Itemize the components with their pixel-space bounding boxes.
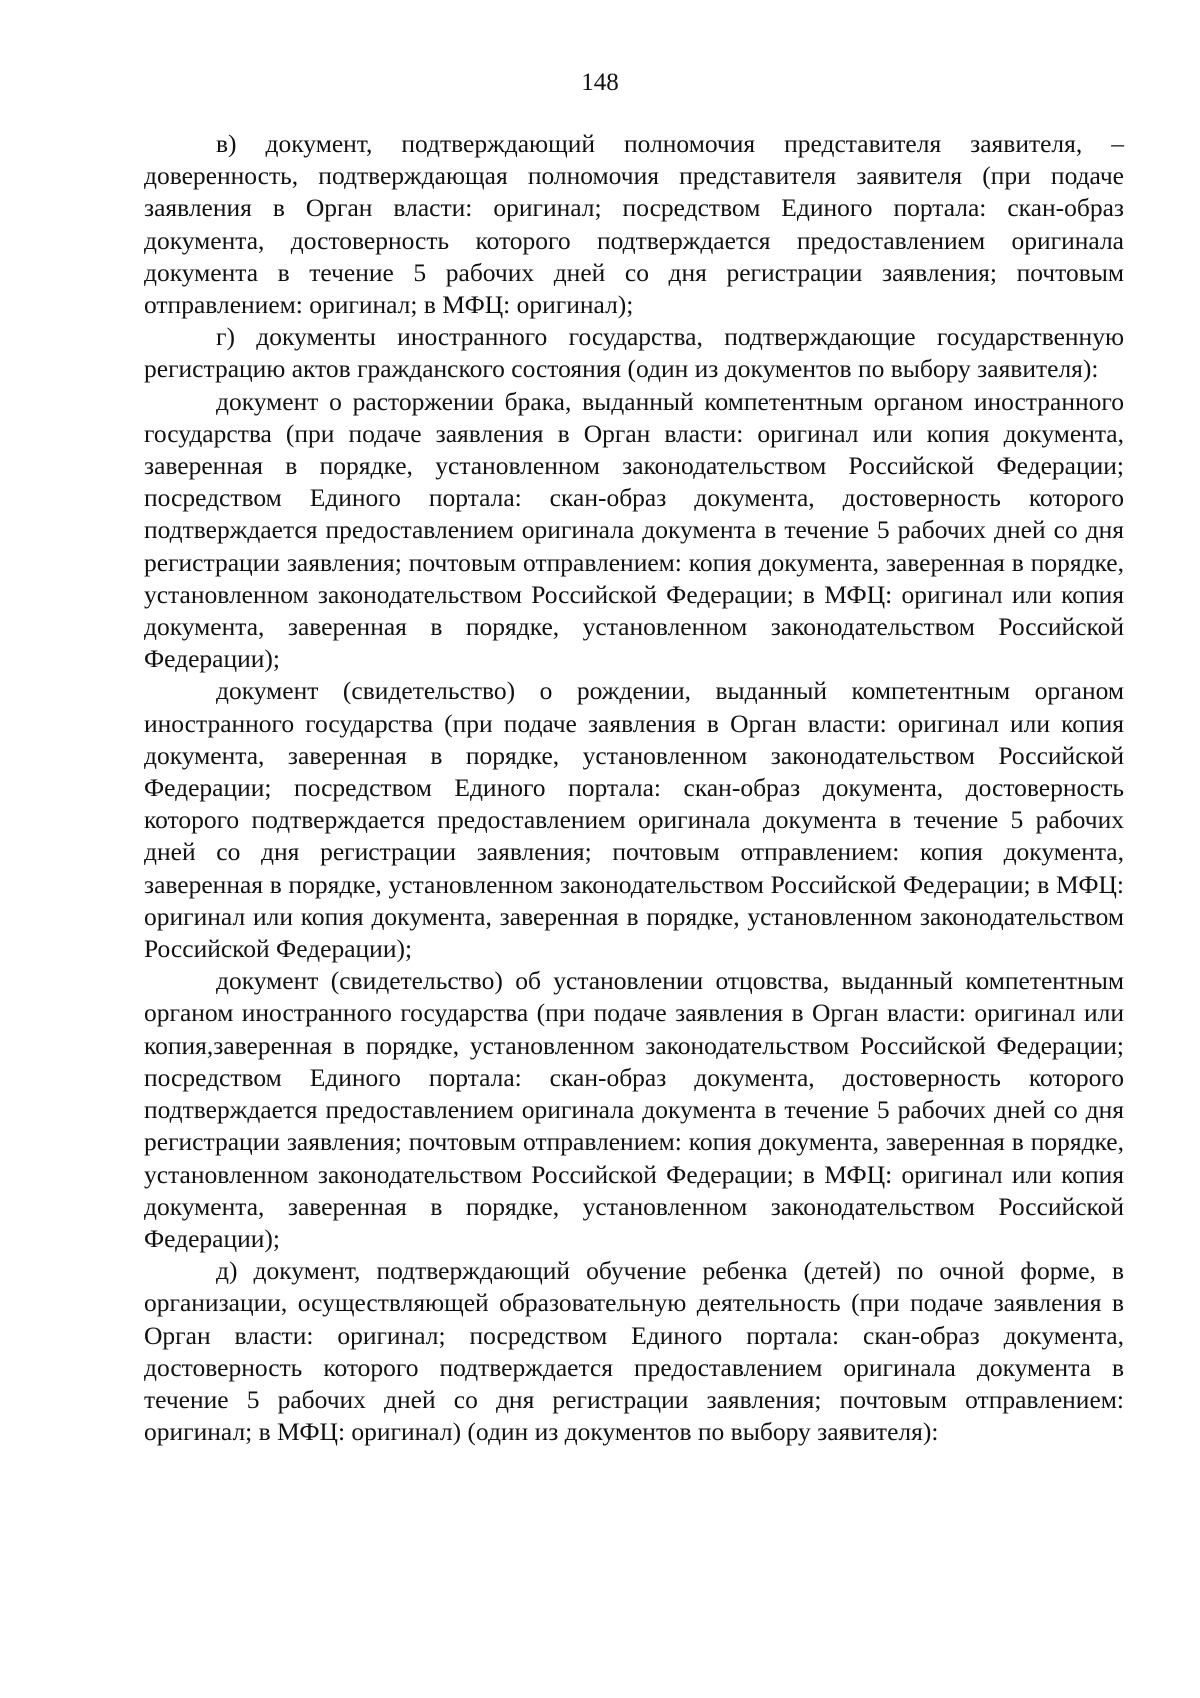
page-number: 148: [581, 69, 619, 96]
paragraph-item-d: д) документ, подтверждающий обучение ребенка (детей) по очной форме, в организации, осуществляющей образовательную деятельность (при подаче заявления в Орган власти: оригинал; посредством Единого портала: скан-образ документа, достоверность которого подтверждается предоставлением оригинала документа в течение 5 рабочих дней со дня регистрации заявления; почтовым отправлением: оригинал; в МФЦ: оригинал) (один из документов по выбору заявителя):: [144, 1256, 1124, 1447]
paragraph-divorce-document: документ о расторжении брака, выданный компетентным органом иностранного государства (при подаче заявления в Орган власти: оригинал или копия документа, заверенная в порядке, установленном законодательством Российской Федерации; посредством Единого портала: скан-образ документа, достоверность которого подтверждается предоставлением оригинала документа в течение 5 рабочих дней со дня регистрации заявления; почтовым отправлением: копия документа, заверенная в порядке, установленном законодательством Российской Федерации; в МФЦ: оригинал или копия документа, заверенная в порядке, установленном законодательством Российской Федерации);: [144, 386, 1124, 674]
paragraph-item-v: в) документ, подтверждающий полномочия представителя заявителя, – доверенность, подтверждающая полномочия представителя заявителя (при подаче заявления в Орган власти: оригинал; посредством Единого портала: скан-образ документа, достоверность которого подтверждается предоставлением оригинала документа в течение 5 рабочих дней со дня регистрации заявления; почтовым отправлением: оригинал; в МФЦ: оригинал);: [144, 129, 1124, 320]
paragraph-paternity-certificate: документ (свидетельство) об установлении отцовства, выданный компетентным органом иностранного государства (при подаче заявления в Орган власти: оригинал или копия,заверенная в порядке, установленном законодательством Российской Федерации; посредством Единого портала: скан-образ документа, достоверность которого подтверждается предоставлением оригинала документа в течение 5 рабочих дней со дня регистрации заявления; почтовым отправлением: копия документа, заверенная в порядке, установленном законодательством Российской Федерации; в МФЦ: оригинал или копия документа, заверенная в порядке, установленном законодательством Российской Федерации);: [144, 966, 1124, 1253]
document-body: [144, 128, 1124, 1448]
paragraph-birth-certificate: документ (свидетельство) о рождении, выданный компетентным органом иностранного государства (при подаче заявления в Орган власти: оригинал или копия документа, заверенная в порядке, установленном законодательством Российской Федерации; посредством Единого портала: скан-образ документа, достоверность которого подтверждается предоставлением оригинала документа в течение 5 рабочих дней со дня регистрации заявления; почтовым отправлением: копия документа, заверенная в порядке, установленном законодательством Российской Федерации; в МФЦ: оригинал или копия документа, заверенная в порядке, установленном законодательством Российской Федерации);: [144, 676, 1124, 964]
paragraph-item-g: г) документы иностранного государства, подтверждающие государственную регистрацию актов гражданского состояния (один из документов по выбору заявителя):: [144, 322, 1124, 384]
